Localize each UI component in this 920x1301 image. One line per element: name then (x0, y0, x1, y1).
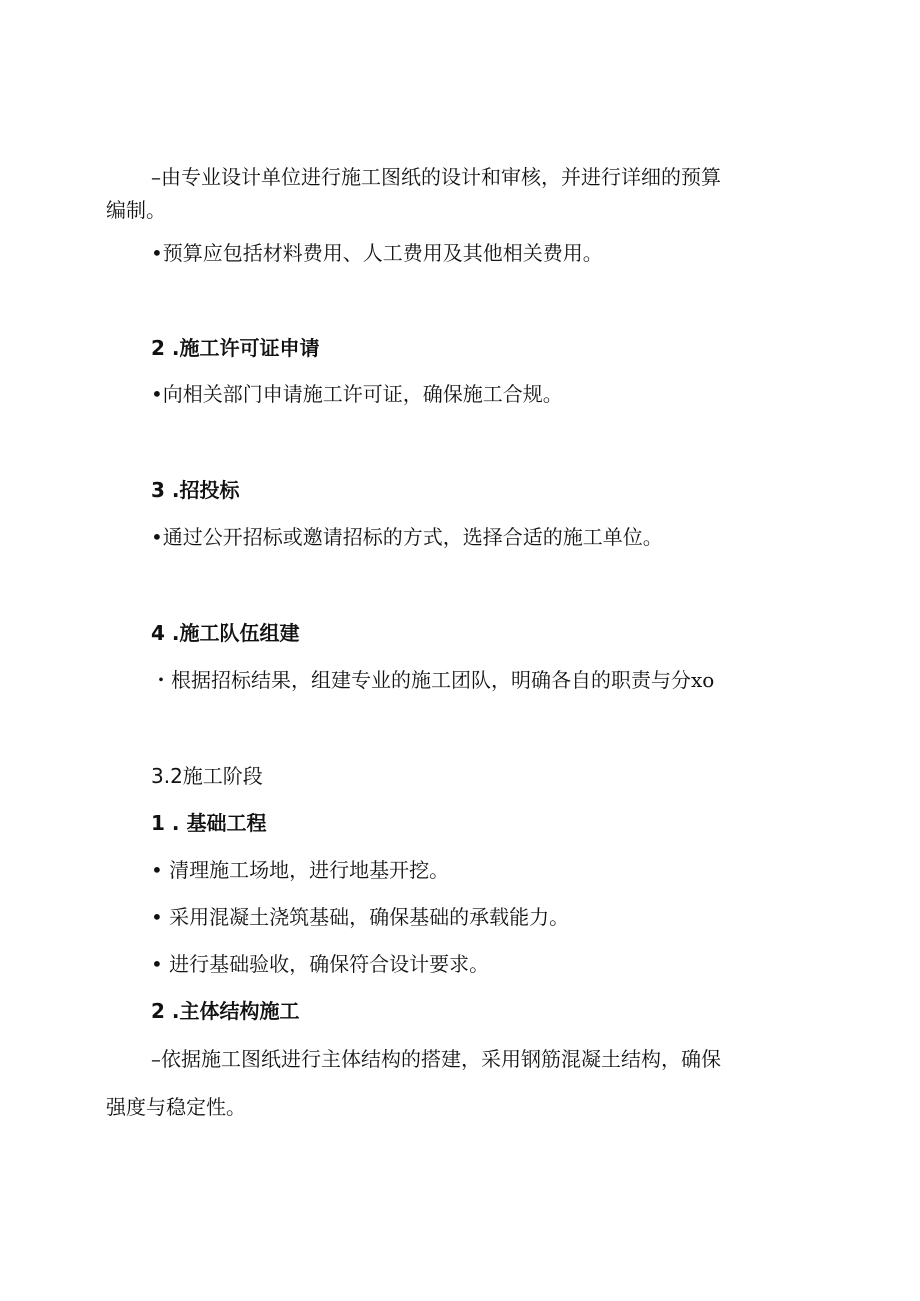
structure-paragraph-line-1: –依据施工图纸进行主体结构的搭建，采用钢筋混凝土结构，确保 (151, 1047, 721, 1071)
design-paragraph-line-2: 编制。 (106, 198, 166, 222)
construction-section-heading: 3.2施工阶段 (151, 764, 263, 788)
bidding-heading: 3 .招投标 (151, 478, 240, 502)
foundation-bullet-1: • 清理施工场地，进行地基开挖。 (151, 858, 450, 882)
structure-heading: 2 .主体结构施工 (151, 999, 300, 1023)
bidding-bullet: •通过公开招标或邀请招标的方式，选择合适的施工单位。 (151, 525, 663, 549)
structure-paragraph-line-2: 强度与稳定性。 (106, 1095, 246, 1119)
foundation-bullet-2: • 采用混凝土浇筑基础，确保基础的承载能力。 (151, 905, 570, 929)
foundation-heading: 1 . 基础工程 (151, 811, 267, 835)
team-heading: 4 .施工队伍组建 (151, 621, 300, 645)
permit-bullet: •向相关部门申请施工许可证，确保施工合规。 (151, 382, 563, 406)
team-bullet: ・根据招标结果，组建专业的施工团队，明确各自的职责与分xo (151, 668, 715, 692)
permit-heading: 2 .施工许可证申请 (151, 336, 320, 360)
foundation-bullet-3: • 进行基础验收，确保符合设计要求。 (151, 952, 490, 976)
design-paragraph-line-1: –由专业设计单位进行施工图纸的设计和审核，并进行详细的预算 (151, 165, 721, 189)
budget-bullet: •预算应包括材料费用、人工费用及其他相关费用。 (151, 241, 603, 265)
